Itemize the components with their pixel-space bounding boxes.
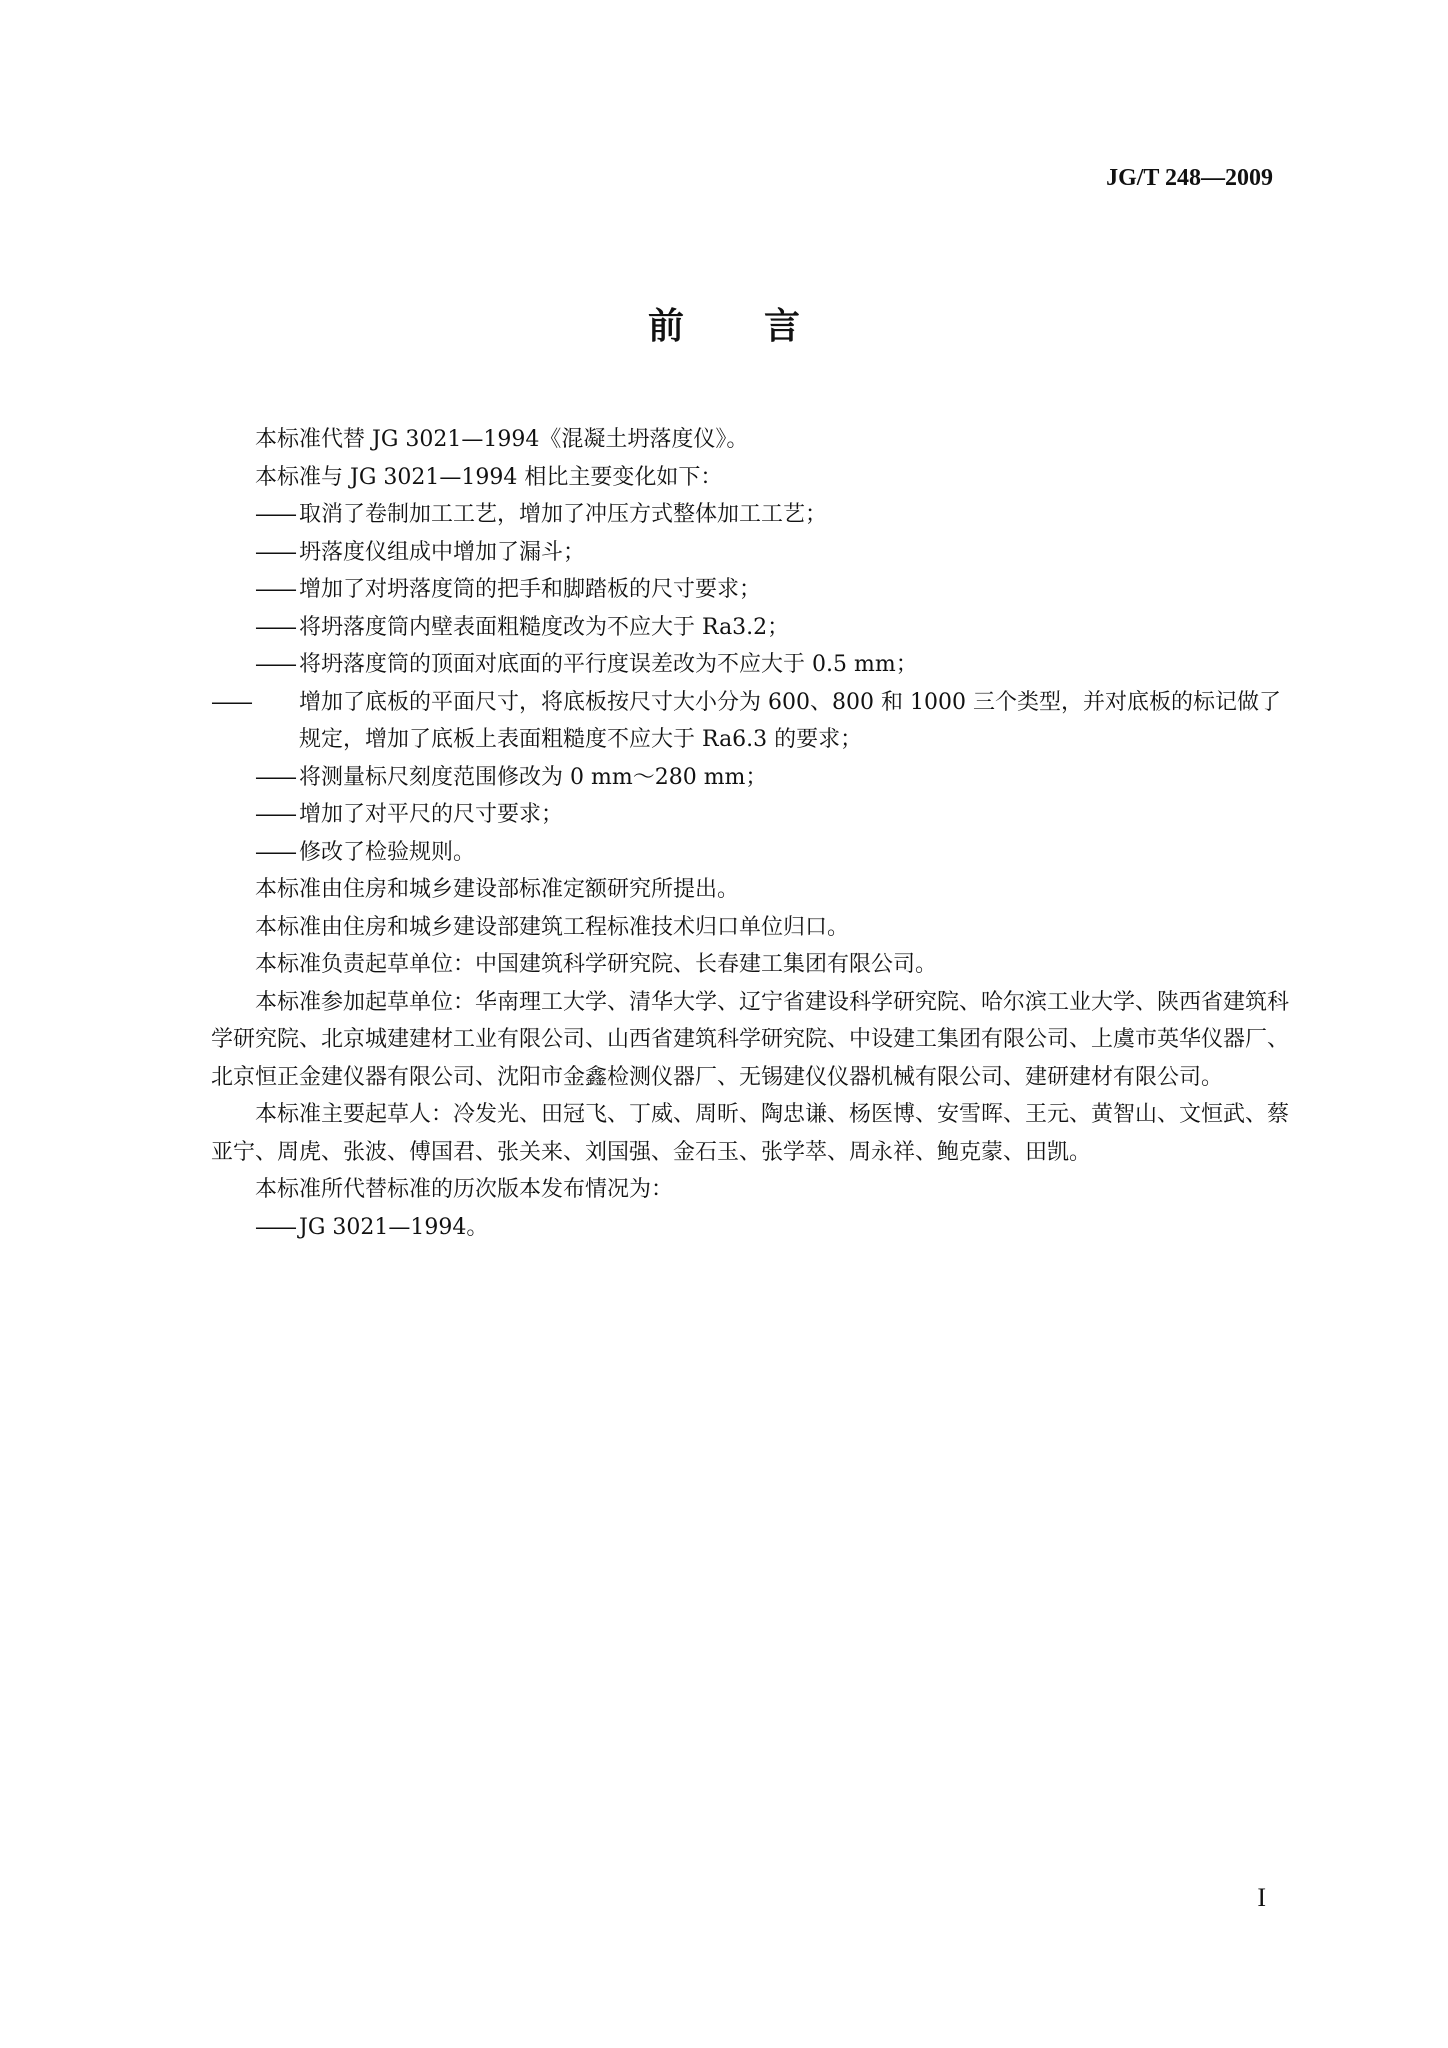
foreword-body xyxy=(211,421,1301,1246)
dash-marker: —— xyxy=(255,764,295,790)
page-title: 前言 xyxy=(647,306,880,347)
paragraph-drafters: 本标准主要起草人：冷发光、田冠飞、丁威、周昕、陶忠谦、杨医博、安雪晖、王元、黄智山、文恒武、蔡亚宁、周虎、张波、傅国君、张关来、刘国强、金石玉、张学萃、周永祥、鲍克蒙、田凯。 xyxy=(211,1102,1290,1165)
list-item: —— 取消了卷制加工工艺，增加了冲压方式整体加工工艺； xyxy=(211,496,1301,534)
list-item: —— 增加了对平尺的尺寸要求； xyxy=(211,796,1301,834)
list-item: —— 将坍落度筒的顶面对底面的平行度误差改为不应大于 0.5 mm； xyxy=(211,646,1301,684)
paragraph-changes-intro: 本标准与 JG 3021—1994 相比主要变化如下： xyxy=(255,464,723,490)
paragraph-drafting-units: 本标准负责起草单位：中国建筑科学研究院、长春建工集团有限公司。 xyxy=(255,952,938,977)
dash-marker: —— xyxy=(255,577,295,602)
dash-marker: —— xyxy=(255,502,295,527)
list-item: —— 修改了检验规则。 xyxy=(211,834,1301,872)
dash-marker: —— xyxy=(255,839,295,865)
paragraph-participating-units: 本标准参加起草单位：华南理工大学、清华大学、辽宁省建设科学研究院、哈尔滨工业大学、陕西省建筑科学研究院、北京城建建材工业有限公司、山西省建筑科学研究院、中设建工集团有限公司、上虞市英华仪器厂、北京恒正金建仪器有限公司、沈阳市金鑫检测仪器厂、无锡建仪仪器机械有限公司、建研建材有限公司。 xyxy=(211,989,1290,1090)
list-item: —— 将测量标尺刻度范围修改为 0 mm～280 mm； xyxy=(211,759,1301,797)
list-item: —— JG 3021—1994。 xyxy=(211,1209,1301,1247)
page-number: I xyxy=(1257,1883,1266,1912)
list-item: —— 坍落度仪组成中增加了漏斗； xyxy=(211,534,1301,572)
dash-marker: —— xyxy=(255,652,295,677)
paragraph-replaces: 本标准代替 JG 3021—1994《混凝土坍落度仪》。 xyxy=(255,427,749,452)
dash-marker: —— xyxy=(255,614,295,640)
standard-code: JG/T 248—2009 xyxy=(1106,165,1273,191)
dash-marker: —— xyxy=(255,539,295,565)
dash-marker: —— xyxy=(211,689,251,715)
paragraph-centralized-unit: 本标准由住房和城乡建设部建筑工程标准技术归口单位归口。 xyxy=(255,914,850,940)
paragraph-proposer: 本标准由住房和城乡建设部标准定额研究所提出。 xyxy=(255,877,740,902)
list-item: —— 将坍落度筒内壁表面粗糙度改为不应大于 Ra3.2； xyxy=(211,609,1301,647)
list-item: —— 增加了底板的平面尺寸，将底板按尺寸大小分为 600、800 和 1000 三个类型，并对底板的标记做了规定，增加了底板上表面粗糙度不应大于 Ra6.3 的要求； xyxy=(211,684,1301,759)
dash-marker: —— xyxy=(255,1214,295,1240)
paragraph-history-intro: 本标准所代替标准的历次版本发布情况为： xyxy=(255,1177,674,1202)
dash-marker: —— xyxy=(255,802,295,827)
list-item: —— 增加了对坍落度筒的把手和脚踏板的尺寸要求； xyxy=(211,571,1301,609)
